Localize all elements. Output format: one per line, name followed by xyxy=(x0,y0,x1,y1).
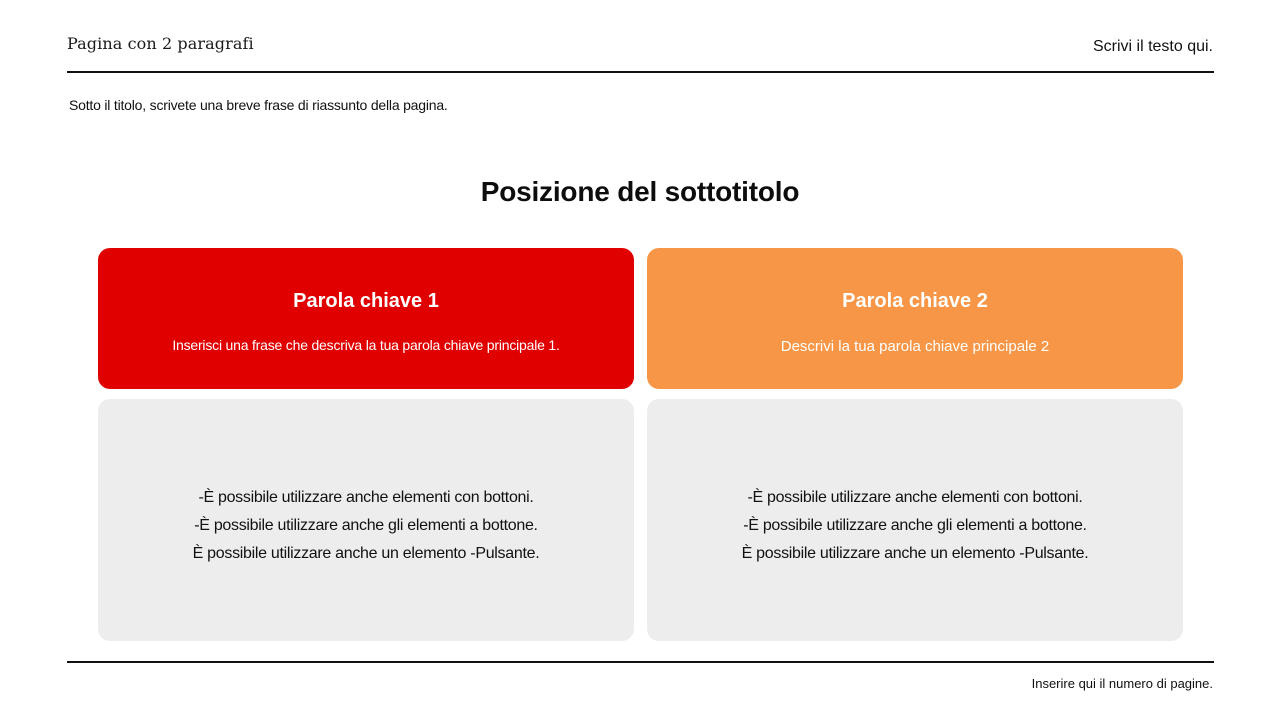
keyword-card-1 xyxy=(98,248,634,389)
body-card-right-text xyxy=(647,484,1183,568)
keyword-card-2-description: Descrivi la tua parola chiave principale 2 xyxy=(780,338,1050,355)
header-right-text: Scrivi il testo qui. xyxy=(1092,38,1213,55)
body-card-left-line-3: È possibile utilizzare anche un elemento -Pulsante. xyxy=(192,545,540,562)
body-card-right-line-1: -È possibile utilizzare anche elementi con bottoni. xyxy=(747,489,1083,506)
keyword-card-1-description: Inserisci una frase che descriva la tua parola chiave principale 1. xyxy=(172,337,560,353)
footer-divider xyxy=(67,661,1214,663)
body-card-right-line-2: -È possibile utilizzare anche gli elementi a bottone. xyxy=(743,517,1087,534)
body-card-left-line-1: -È possibile utilizzare anche elementi con bottoni. xyxy=(198,489,534,506)
body-card-right xyxy=(647,399,1183,641)
body-card-right-line-3: È possibile utilizzare anche un elemento -Pulsante. xyxy=(741,545,1089,562)
page-summary: Sotto il titolo, scrivete una breve frase di riassunto della pagina. xyxy=(69,97,448,113)
keyword-card-2 xyxy=(647,248,1183,389)
keyword-card-2-title: Parola chiave 2 xyxy=(842,290,988,312)
header-title: Pagina con 2 paragrafi xyxy=(67,34,254,53)
body-card-left-text xyxy=(98,484,634,568)
body-card-left xyxy=(98,399,634,641)
page-number-placeholder: Inserire qui il numero di pagine. xyxy=(1031,676,1213,691)
body-card-left-line-2: -È possibile utilizzare anche gli elementi a bottone. xyxy=(194,517,538,534)
keyword-card-1-title: Parola chiave 1 xyxy=(293,290,439,312)
header-divider xyxy=(67,71,1214,73)
subtitle-heading: Posizione del sottotitolo xyxy=(480,176,800,207)
